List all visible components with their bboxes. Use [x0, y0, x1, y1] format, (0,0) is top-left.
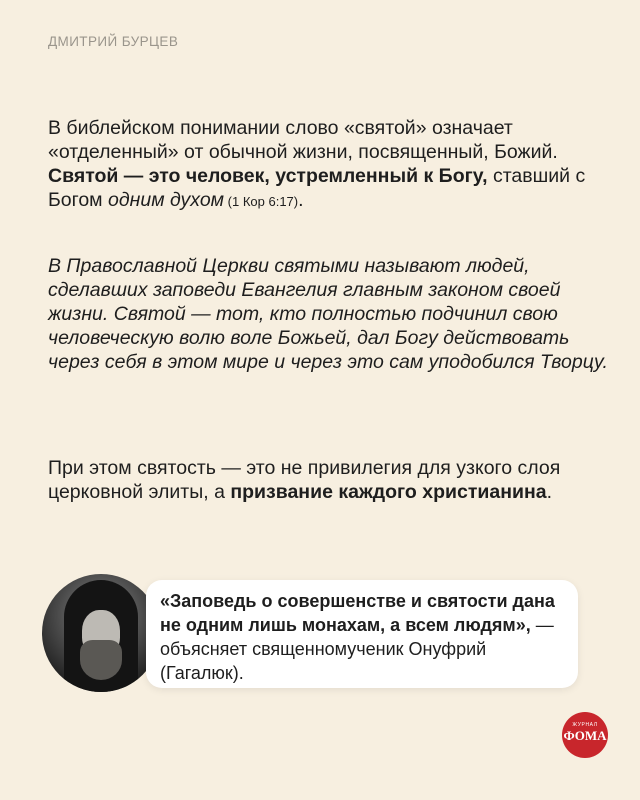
quote-attribution: — объясняет священномученик Онуфрий (Гагалюк). [160, 615, 554, 683]
paragraph-orthodox: В Православной Церкви святыми называют людей, сделавших заповеди Евангелия главным законом своей жизни. Святой — тот, кто полностью подчинил свою человеческую волю воле Божьей, дал Богу действовать через себя в этом мире и через это сам уподобился Творцу. [48, 255, 608, 373]
quote-card [146, 580, 578, 688]
intro-bold: Святой — это человек, устремленный к Богу, [48, 165, 488, 187]
avatar [42, 574, 160, 692]
author-name: ДМИТРИЙ БУРЦЕВ [48, 34, 179, 49]
quote-bold: «Заповедь о совершенстве и святости дана не одним лишь монахам, а всем людям», [160, 591, 555, 635]
logo-small-text: ЖУРНАЛ [572, 722, 598, 728]
calling-end: . [546, 481, 553, 503]
calling-text: При этом святость — это не привилегия для узкого слоя церковной элиты, а [48, 457, 561, 503]
logo-name: ФОМА [563, 728, 607, 743]
intro-text: В библейском понимании слово «святой» означает «отделенный» от обычной жизни, посвященный, Божий. [48, 117, 558, 163]
calling-bold: призвание каждого христианина [230, 481, 547, 503]
intro-end: . [298, 189, 304, 211]
bible-reference: (1 Кор 6:17) [224, 194, 299, 209]
paragraph-calling [48, 456, 608, 504]
foma-logo [562, 712, 608, 758]
intro-text-continued: ставший с Богом [48, 165, 586, 211]
intro-italic: одним духом [108, 189, 225, 211]
paragraph-intro [48, 116, 608, 214]
avatar-beard [80, 640, 122, 680]
